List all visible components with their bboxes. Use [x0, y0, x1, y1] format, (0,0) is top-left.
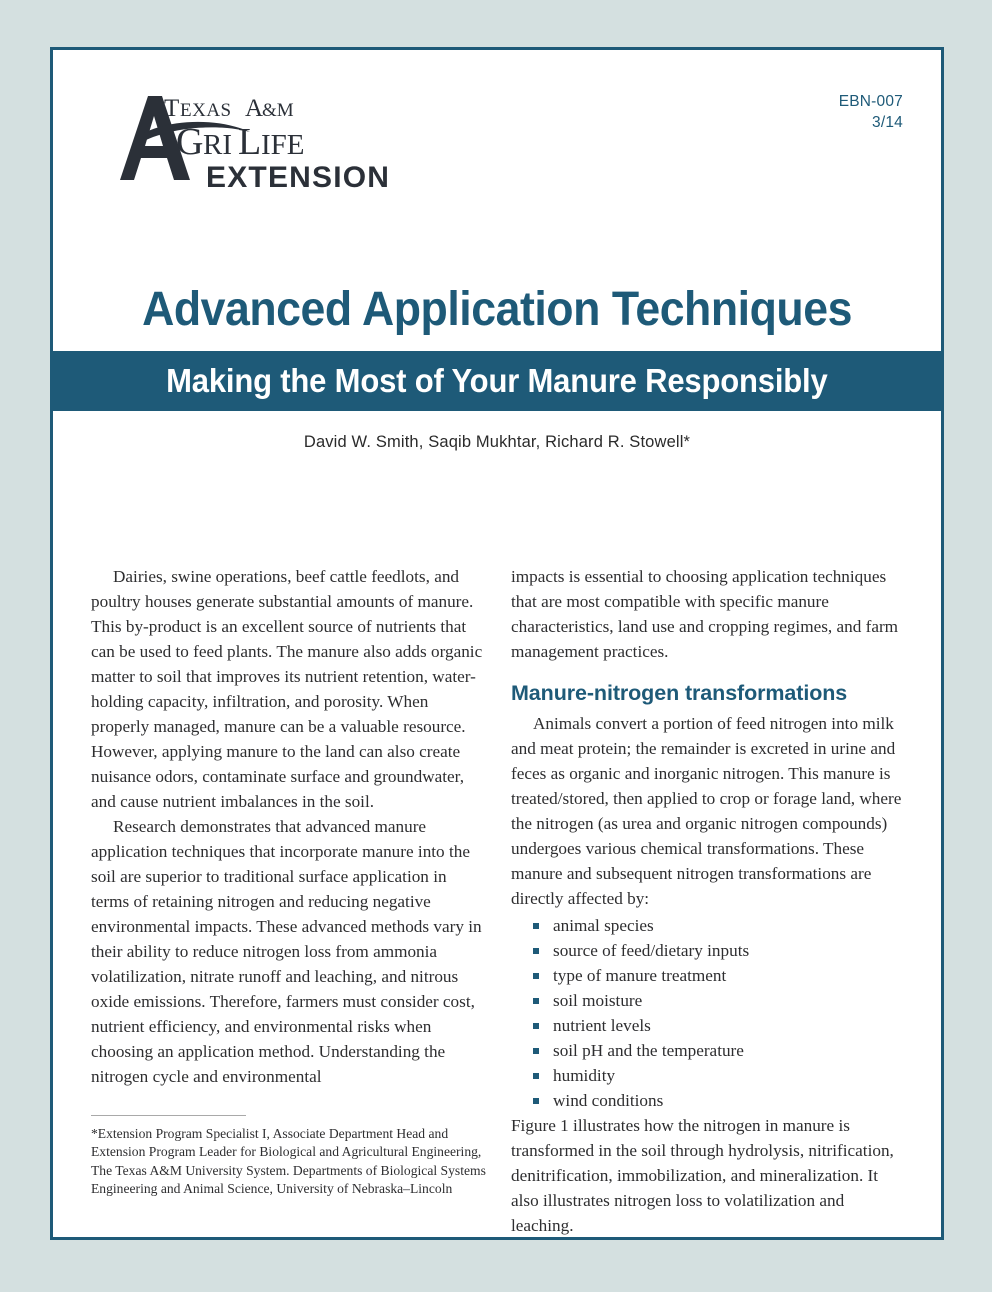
body-columns — [91, 564, 903, 1236]
svg-text:T: T — [164, 95, 180, 122]
list-item — [533, 938, 903, 963]
factors-bullet-list — [511, 913, 903, 1113]
left-column — [91, 564, 486, 1199]
list-item — [533, 1063, 903, 1088]
list-item — [533, 963, 903, 988]
page-subtitle: Making the Most of Your Manure Responsibly — [166, 362, 828, 400]
bullet-square-icon — [533, 948, 539, 954]
footnote-text: *Extension Program Specialist I, Associate Department Head and Extension Program Leader for Biological and Agricultural Engineering, The Texas A&M University System. Departments of Biological Systems Engineering and Animal Science, University of Nebraska–Lincoln — [91, 1125, 486, 1197]
svg-text:L: L — [238, 121, 262, 163]
paragraph-figure-reference: Figure 1 illustrates how the nitrogen in manure is transformed in the soil through hydrolysis, nitrification, denitrification, immobilization, and mineralization. It also illustrates nitrogen loss to volatilization and leaching. — [511, 1116, 894, 1236]
bullet-square-icon — [533, 1048, 539, 1054]
footnote-rule — [91, 1115, 246, 1116]
right-column — [511, 564, 903, 1236]
list-item-label: type of manure treatment — [553, 966, 727, 986]
list-item — [533, 913, 903, 938]
list-item-label: soil moisture — [553, 991, 643, 1011]
document-number: EBN-007 — [838, 93, 903, 110]
title-block — [53, 285, 941, 452]
footnote-block — [91, 1115, 489, 1199]
list-item-label: wind conditions — [553, 1091, 664, 1111]
subtitle-band — [53, 351, 941, 411]
svg-text:IFE: IFE — [261, 129, 305, 161]
list-item-label: nutrient levels — [553, 1016, 651, 1036]
bullet-square-icon — [533, 973, 539, 979]
bullet-square-icon — [533, 1023, 539, 1029]
svg-text:EXTENSION: EXTENSION — [206, 161, 391, 194]
document-header — [53, 50, 941, 230]
paragraph-intro-2: Research demonstrates that advanced manure application techniques that incorporate manure into the soil are superior to traditional surface application in terms of retaining nitrogen and reducing negative environmental impacts. These advanced methods vary in their ability to reduce nitrogen loss from ammonia volatilization, nitrate runoff and leaching, and nitrous oxide emissions. Therefore, farmers must consider cost, nutrient efficiency, and environmental risks when choosing an application method. Understanding the nitrogen cycle and environmental — [91, 817, 482, 1087]
document-code-block — [839, 92, 903, 134]
svg-text:EXAS: EXAS — [180, 100, 232, 121]
paragraph-continued: impacts is essential to choosing application techniques that are most compatible with specific manure characteristics, land use and cropping regimes, and farm management practices. — [511, 567, 899, 662]
bullet-square-icon — [533, 998, 539, 1004]
list-item — [533, 1088, 903, 1113]
section-heading-manure-nitrogen-transformations: Manure-nitrogen transformations — [511, 681, 848, 706]
agrilife-extension-logo — [110, 88, 420, 198]
page-title: Advanced Application Techniques — [142, 283, 852, 336]
authors-line: David W. Smith, Saqib Mukhtar, Richard R. Stowell* — [303, 433, 691, 452]
paragraph-animals: Animals convert a portion of feed nitrogen into milk and meat protein; the remainder is excreted in urine and feces as organic and inorganic nitrogen. This manure is treated/stored, then applied to crop or forage land, where the nitrogen (as urea and organic nitrogen compounds) undergoes various chemical transformations. These manure and subsequent nitrogen transformations are directly affected by: — [511, 714, 902, 909]
bullet-square-icon — [533, 1098, 539, 1104]
list-item-label: soil pH and the temperature — [553, 1041, 744, 1061]
list-item-label: animal species — [553, 916, 654, 936]
svg-text:RI: RI — [203, 129, 232, 161]
list-item-label: humidity — [553, 1066, 616, 1086]
logo-artwork — [110, 88, 420, 198]
document-page — [50, 47, 944, 1240]
svg-text:&M: &M — [262, 100, 294, 121]
bullet-square-icon — [533, 1073, 539, 1079]
document-date: 3/14 — [872, 113, 903, 131]
list-item — [533, 1013, 903, 1038]
list-item-label: source of feed/dietary inputs — [553, 941, 750, 961]
bullet-square-icon — [533, 923, 539, 929]
paragraph-intro-1: Dairies, swine operations, beef cattle feedlots, and poultry houses generate substantial amounts of manure. This by-product is an excellent source of nutrients that can be used to feed plants. The manure also adds organic matter to soil that improves its nutrient retention, water-holding capacity, infiltration, and porosity. When properly managed, manure can be a valuable resource. However, applying manure to the land can also create nuisance odors, contaminate surface and groundwater, and cause nutrient imbalances in the soil. — [91, 567, 483, 812]
list-item — [533, 1038, 903, 1063]
list-item — [533, 988, 903, 1013]
svg-text:A: A — [245, 95, 264, 122]
svg-text:G: G — [176, 121, 204, 163]
